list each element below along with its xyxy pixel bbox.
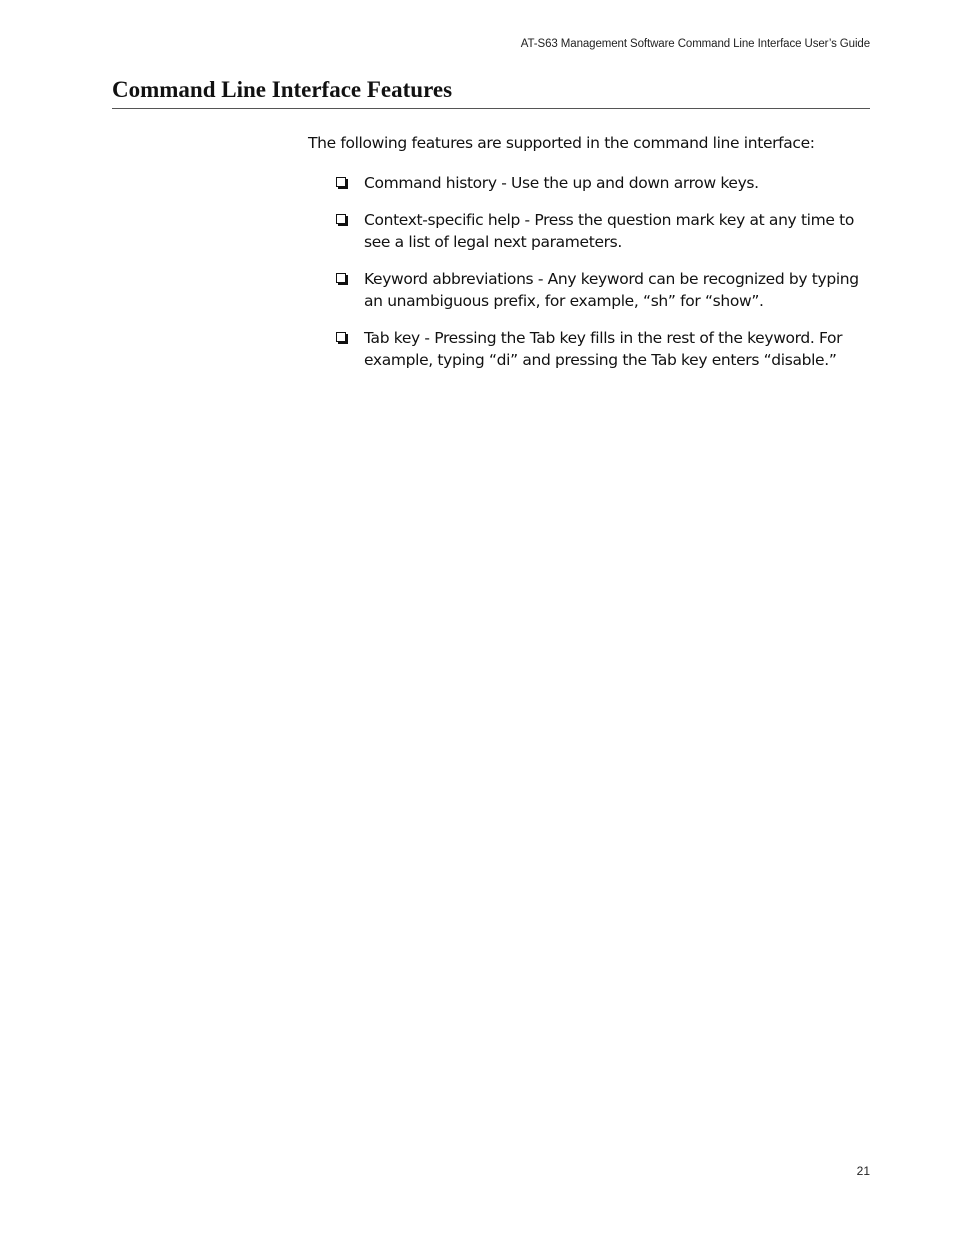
list-item-text: Context-specific help - Press the question mark key at any time to see a list of legal next parameters. (364, 211, 854, 251)
feature-list (335, 172, 875, 386)
list-item (335, 172, 875, 194)
page-number: 21 (856, 1164, 870, 1178)
checkbox-bullet-icon (336, 214, 346, 224)
running-header: AT-S63 Management Software Command Line Interface User’s Guide (520, 38, 870, 50)
section-title: Command Line Interface Features (112, 76, 870, 109)
intro-paragraph: The following features are supported in the command line interface: (308, 134, 815, 152)
list-item-text: Tab key - Pressing the Tab key fills in the rest of the keyword. For example, typing “di” and pressing the Tab key enters “disable.” (364, 329, 843, 369)
checkbox-bullet-icon (336, 273, 346, 283)
checkbox-bullet-icon (336, 177, 346, 187)
list-item-text: Keyword abbreviations - Any keyword can be recognized by typing an unambiguous prefix, for example, “sh” for “show”. (364, 270, 859, 310)
list-item (335, 327, 875, 371)
checkbox-bullet-icon (336, 332, 346, 342)
list-item (335, 209, 875, 253)
list-item (335, 268, 875, 312)
list-item-text: Command history - Use the up and down arrow keys. (364, 174, 759, 192)
